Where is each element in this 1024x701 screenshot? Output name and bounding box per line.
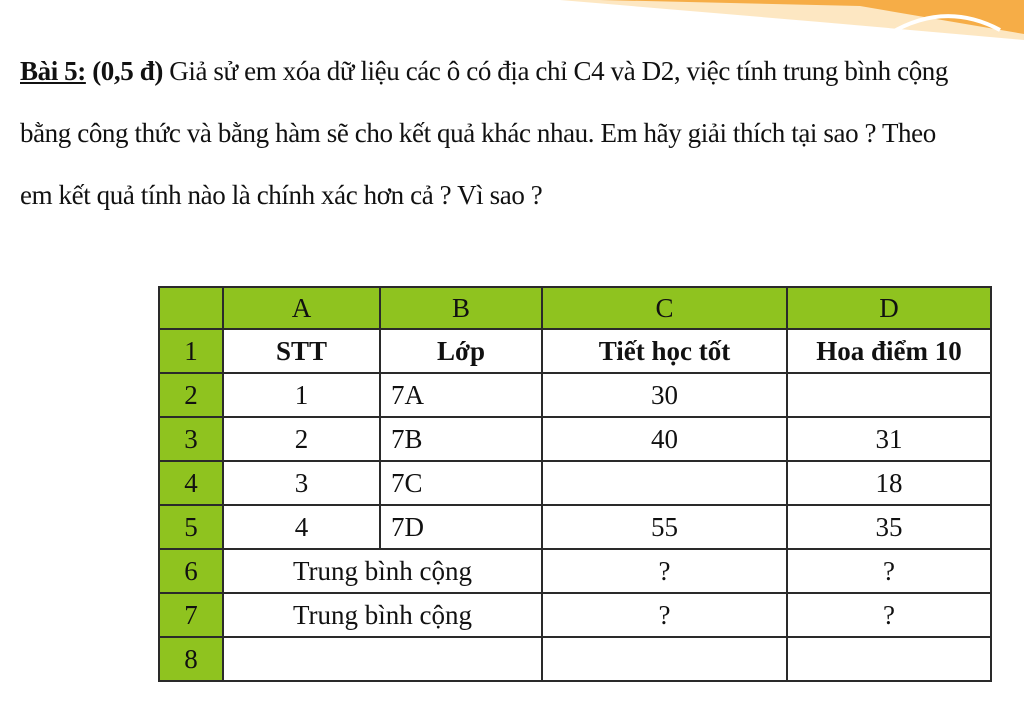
table-row — [159, 329, 991, 373]
cell-c7[interactable]: ? — [542, 593, 787, 637]
table-row — [159, 461, 991, 505]
cell-a2[interactable]: 1 — [223, 373, 380, 417]
cell-c6[interactable]: ? — [542, 549, 787, 593]
table-row — [159, 593, 991, 637]
slide-top-decoration — [0, 0, 1024, 40]
column-header-a[interactable]: A — [223, 287, 380, 329]
cell-b1[interactable]: Lớp — [380, 329, 542, 373]
row-header-8[interactable]: 8 — [159, 637, 223, 681]
table-row — [159, 505, 991, 549]
column-header-row — [159, 287, 991, 329]
spreadsheet-table — [158, 286, 992, 682]
table-row — [159, 637, 991, 681]
row-header-1[interactable]: 1 — [159, 329, 223, 373]
row-header-7[interactable]: 7 — [159, 593, 223, 637]
row-header-2[interactable]: 2 — [159, 373, 223, 417]
cell-b4[interactable]: 7C — [380, 461, 542, 505]
column-header-c[interactable]: C — [542, 287, 787, 329]
row-header-3[interactable]: 3 — [159, 417, 223, 461]
cell-a3[interactable]: 2 — [223, 417, 380, 461]
problem-points: (0,5 đ) — [92, 56, 163, 86]
problem-label: Bài 5: — [20, 56, 86, 86]
cell-a4[interactable]: 3 — [223, 461, 380, 505]
problem-line-1 — [20, 40, 1015, 102]
cell-d7[interactable]: ? — [787, 593, 991, 637]
cell-a8-b8-merged[interactable] — [223, 637, 542, 681]
corner-cell[interactable] — [159, 287, 223, 329]
problem-statement — [20, 40, 1015, 226]
cell-c1[interactable]: Tiết học tốt — [542, 329, 787, 373]
cell-a7-b7-merged[interactable]: Trung bình cộng — [223, 593, 542, 637]
row-header-6[interactable]: 6 — [159, 549, 223, 593]
cell-d2[interactable] — [787, 373, 991, 417]
table-row — [159, 373, 991, 417]
cell-a6-b6-merged[interactable]: Trung bình cộng — [223, 549, 542, 593]
problem-line-2: bằng công thức và bằng hàm sẽ cho kết quả khác nhau. Em hãy giải thích tại sao ? Theo — [20, 118, 936, 148]
cell-c8[interactable] — [542, 637, 787, 681]
cell-a5[interactable]: 4 — [223, 505, 380, 549]
cell-d5[interactable]: 35 — [787, 505, 991, 549]
table-row — [159, 549, 991, 593]
cell-b5[interactable]: 7D — [380, 505, 542, 549]
row-header-4[interactable]: 4 — [159, 461, 223, 505]
table-row — [159, 417, 991, 461]
cell-d6[interactable]: ? — [787, 549, 991, 593]
cell-d4[interactable]: 18 — [787, 461, 991, 505]
cell-d1[interactable]: Hoa điểm 10 — [787, 329, 991, 373]
cell-b2[interactable]: 7A — [380, 373, 542, 417]
column-header-b[interactable]: B — [380, 287, 542, 329]
cell-c2[interactable]: 30 — [542, 373, 787, 417]
cell-d8[interactable] — [787, 637, 991, 681]
problem-line-3: em kết quả tính nào là chính xác hơn cả ? Vì sao ? — [20, 180, 543, 210]
cell-c5[interactable]: 55 — [542, 505, 787, 549]
cell-d3[interactable]: 31 — [787, 417, 991, 461]
cell-c4[interactable] — [542, 461, 787, 505]
row-header-5[interactable]: 5 — [159, 505, 223, 549]
cell-a1[interactable]: STT — [223, 329, 380, 373]
problem-text-1: Giả sử em xóa dữ liệu các ô có địa chỉ C4 và D2, việc tính trung bình cộng — [169, 56, 948, 86]
cell-b3[interactable]: 7B — [380, 417, 542, 461]
cell-c3[interactable]: 40 — [542, 417, 787, 461]
column-header-d[interactable]: D — [787, 287, 991, 329]
